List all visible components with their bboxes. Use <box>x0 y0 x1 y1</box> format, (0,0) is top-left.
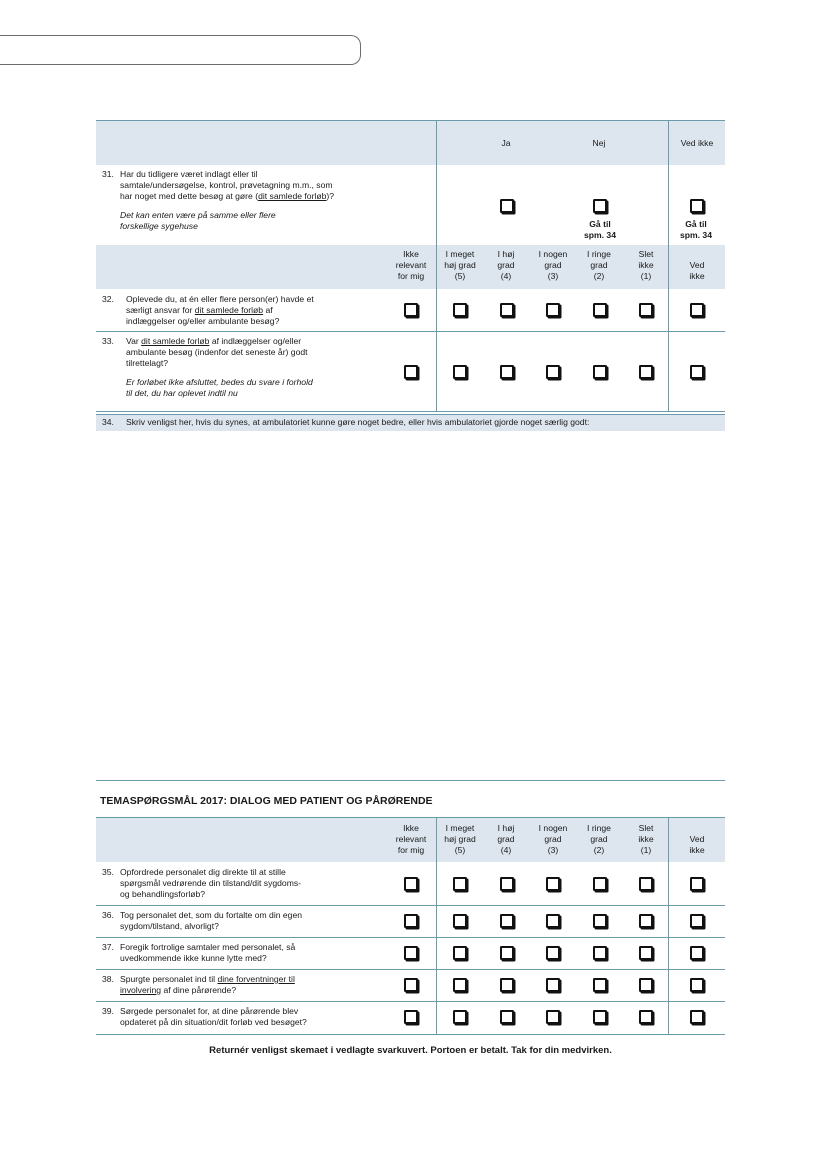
scale-header-1: Slet ikke (1) <box>638 249 654 281</box>
answer-36-1-checkbox[interactable] <box>639 914 653 928</box>
question-39-text: Sørgede personalet for, at dine pårørende blev opdateret på din situation/dit forløb ved besøget? <box>120 1006 307 1027</box>
answer-39-2-checkbox[interactable] <box>593 1010 607 1024</box>
answer-31-no-checkbox[interactable] <box>593 199 607 213</box>
answer-36-3-checkbox[interactable] <box>546 914 560 928</box>
answer-38-1-checkbox[interactable] <box>639 978 653 992</box>
question-33-text: Var dit samlede forløb af indlæggelser og/eller ambulante besøg (indenfor det seneste år) godt tilrettelagt? Er forløbet ikke afsluttet, bedes du svare i forhold til det, du har oplevet indtil nu <box>126 336 313 398</box>
answer-36-dont-know-checkbox[interactable] <box>690 914 704 928</box>
skip-instruction-dont-know: Gå til spm. 34 <box>679 219 712 240</box>
question-39-row <box>96 1001 725 1034</box>
theme-section-title: TEMASPØRGSMÅL 2017: DIALOG MED PATIENT OG PÅRØRENDE <box>100 795 433 807</box>
answer-39-not-relevant-checkbox[interactable] <box>404 1010 418 1024</box>
answer-39-5-checkbox[interactable] <box>453 1010 467 1024</box>
answer-35-1-checkbox[interactable] <box>639 877 653 891</box>
skip-instruction-no: Gå til spm. 34 <box>583 219 616 240</box>
scale-header-5: I meget høj grad (5) <box>444 823 476 855</box>
answer-38-4-checkbox[interactable] <box>500 978 514 992</box>
answer-35-dont-know-checkbox[interactable] <box>690 877 704 891</box>
question-36-text: Tog personalet det, som du fortalte om din egen sygdom/tilstand, alvorligt? <box>120 910 303 931</box>
answer-31-dont-know-checkbox[interactable] <box>690 199 704 213</box>
answer-32-5-checkbox[interactable] <box>453 303 467 317</box>
answer-38-dont-know-checkbox[interactable] <box>690 978 704 992</box>
answer-37-not-relevant-checkbox[interactable] <box>404 946 418 960</box>
scale-header-2: I ringe grad (2) <box>587 249 611 281</box>
answer-39-4-checkbox[interactable] <box>500 1010 514 1024</box>
question-32-text: Oplevede du, at én eller flere person(er) havde et særligt ansvar for dit samlede forløb af indlæggelser og/eller ambulante besøg? <box>126 294 314 326</box>
answer-32-4-checkbox[interactable] <box>500 303 514 317</box>
question-38-row <box>96 969 725 1001</box>
scale-header-not-relevant: Ikke relevant for mig <box>395 823 427 855</box>
answer-35-not-relevant-checkbox[interactable] <box>404 877 418 891</box>
answer-35-3-checkbox[interactable] <box>546 877 560 891</box>
scale-header-2: I ringe grad (2) <box>587 823 611 855</box>
answer-35-2-checkbox[interactable] <box>593 877 607 891</box>
answer-37-dont-know-checkbox[interactable] <box>690 946 704 960</box>
answer-38-not-relevant-checkbox[interactable] <box>404 978 418 992</box>
answer-37-2-checkbox[interactable] <box>593 946 607 960</box>
answer-32-dont-know-checkbox[interactable] <box>690 303 704 317</box>
answer-36-5-checkbox[interactable] <box>453 914 467 928</box>
question-number: 33. <box>102 336 114 346</box>
header-no: Nej <box>592 138 606 148</box>
scale-header-row <box>96 245 725 289</box>
answer-37-5-checkbox[interactable] <box>453 946 467 960</box>
question-number: 34. <box>102 417 114 427</box>
scale-header-row <box>96 817 725 862</box>
question-34-answer-area[interactable] <box>96 432 725 772</box>
answer-37-3-checkbox[interactable] <box>546 946 560 960</box>
answer-39-dont-know-checkbox[interactable] <box>690 1010 704 1024</box>
question-31-row <box>96 165 725 245</box>
answer-header-row <box>96 120 725 165</box>
answer-37-4-checkbox[interactable] <box>500 946 514 960</box>
header-yes: Ja <box>501 138 511 148</box>
question-37-row <box>96 937 725 969</box>
question-35-row <box>96 862 725 905</box>
answer-38-3-checkbox[interactable] <box>546 978 560 992</box>
answer-38-2-checkbox[interactable] <box>593 978 607 992</box>
answer-33-3-checkbox[interactable] <box>546 365 560 379</box>
header-dont-know: Ved ikke <box>680 138 714 148</box>
answer-33-dont-know-checkbox[interactable] <box>690 365 704 379</box>
scale-header-3: I nogen grad (3) <box>538 823 568 855</box>
scale-header-4: I høj grad (4) <box>497 823 515 855</box>
answer-37-1-checkbox[interactable] <box>639 946 653 960</box>
answer-36-2-checkbox[interactable] <box>593 914 607 928</box>
scale-header-not-relevant: Ikke relevant for mig <box>395 249 427 281</box>
answer-33-4-checkbox[interactable] <box>500 365 514 379</box>
question-32-row <box>96 289 725 331</box>
answer-33-5-checkbox[interactable] <box>453 365 467 379</box>
question-number: 37. <box>102 942 114 952</box>
answer-32-1-checkbox[interactable] <box>639 303 653 317</box>
question-37-text: Foregik fortrolige samtaler med personalet, så uvedkommende ikke kunne lytte med? <box>120 942 296 963</box>
question-31-text: Har du tidligere været indlagt eller til samtale/undersøgelse, kontrol, prøvetagning m.m., som har noget med dette besøg at gøre (dit samlede forløb)? Det kan enten være på samme eller flere forskellige sygehuse <box>120 169 335 231</box>
scale-header-dont-know: Ved ikke <box>689 260 705 281</box>
answer-39-1-checkbox[interactable] <box>639 1010 653 1024</box>
answer-35-5-checkbox[interactable] <box>453 877 467 891</box>
answer-38-5-checkbox[interactable] <box>453 978 467 992</box>
answer-35-4-checkbox[interactable] <box>500 877 514 891</box>
question-34-row <box>96 414 725 431</box>
answer-31-yes-checkbox[interactable] <box>500 199 514 213</box>
answer-36-4-checkbox[interactable] <box>500 914 514 928</box>
answer-33-1-checkbox[interactable] <box>639 365 653 379</box>
question-35-text: Opfordrede personalet dig direkte til at stille spørgsmål vedrørende din tilstand/dit sygdoms- og behandlingsforløb? <box>120 867 302 899</box>
question-number: 32. <box>102 294 114 304</box>
page-header-tab <box>0 35 361 65</box>
answer-36-not-relevant-checkbox[interactable] <box>404 914 418 928</box>
question-number: 35. <box>102 867 114 877</box>
scale-header-1: Slet ikke (1) <box>638 823 654 855</box>
return-instruction: Returnér venligst skemaet i vedlagte svarkuvert. Portoen er betalt. Tak for din medvirken. <box>209 1045 612 1056</box>
answer-32-not-relevant-checkbox[interactable] <box>404 303 418 317</box>
question-33-row <box>96 331 725 411</box>
scale-header-5: I meget høj grad (5) <box>444 249 476 281</box>
question-number: 36. <box>102 910 114 920</box>
question-38-text: Spurgte personalet ind til dine forventninger til involvering af dine pårørende? <box>120 974 295 995</box>
questionnaire-section-2 <box>96 817 725 1037</box>
question-34-text: Skriv venligst her, hvis du synes, at ambulatoriet kunne gøre noget bedre, eller hvis ambulatoriet gjorde noget særlig godt: <box>126 417 590 427</box>
scale-header-4: I høj grad (4) <box>497 249 515 281</box>
answer-39-3-checkbox[interactable] <box>546 1010 560 1024</box>
scale-header-3: I nogen grad (3) <box>538 249 568 281</box>
question-36-row <box>96 905 725 937</box>
answer-32-3-checkbox[interactable] <box>546 303 560 317</box>
scale-header-dont-know: Ved ikke <box>689 834 705 855</box>
question-number: 38. <box>102 974 114 984</box>
answer-32-2-checkbox[interactable] <box>593 303 607 317</box>
questionnaire-section-1 <box>96 120 725 432</box>
answer-33-not-relevant-checkbox[interactable] <box>404 365 418 379</box>
question-number: 39. <box>102 1006 114 1016</box>
answer-33-2-checkbox[interactable] <box>593 365 607 379</box>
question-number: 31. <box>102 169 114 179</box>
